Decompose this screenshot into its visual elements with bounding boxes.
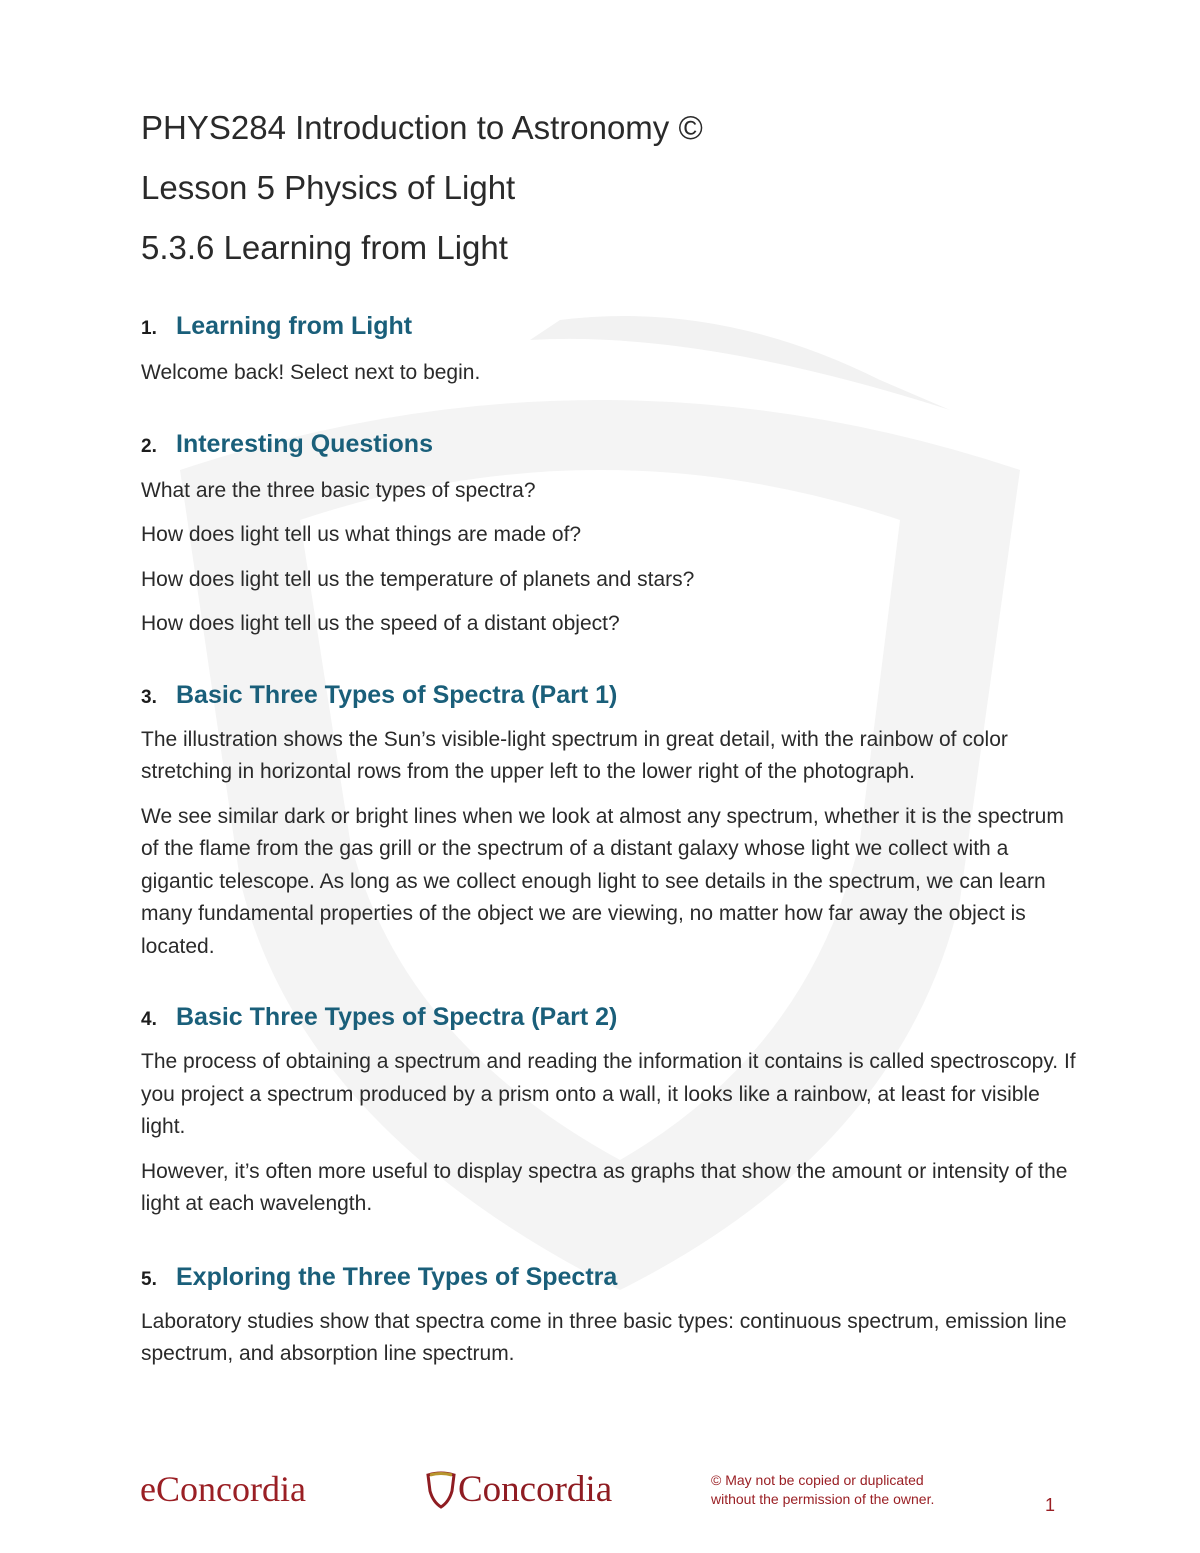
section-title: Exploring the Three Types of Spectra [176, 1262, 618, 1291]
paragraph: Laboratory studies show that spectra come in three basic types: continuous spectrum, emission line spectrum, and absorption line spectrum. [141, 1309, 1067, 1365]
paragraph: What are the three basic types of spectra? [141, 478, 536, 502]
notice-line: © May not be copied or duplicated [711, 1472, 924, 1488]
section-3 [141, 681, 1076, 964]
page-footer [0, 1460, 1200, 1540]
page-number: 1 [1045, 1495, 1056, 1515]
section-heading [141, 312, 1076, 341]
section-title: Basic Three Types of Spectra (Part 2) [176, 1003, 618, 1031]
concordia-logo [426, 1468, 612, 1511]
section-heading [141, 681, 1076, 710]
econcordia-logo [140, 1468, 306, 1510]
paragraph: How does light tell us the temperature of planets and stars? [141, 567, 695, 591]
section-number: 3. [141, 686, 157, 708]
paragraph: Welcome back! Select next to begin. [141, 361, 481, 384]
section-title: Basic Three Types of Spectra (Part 1) [176, 680, 618, 709]
section-heading [141, 430, 1076, 459]
lesson-title: Lesson 5 Physics of Light [141, 169, 516, 206]
copyright-notice [711, 1471, 934, 1509]
section-number: 2. [141, 435, 157, 457]
paragraph: The process of obtaining a spectrum and reading the information it contains is called spectroscopy. If you project a spectrum produced by a prism onto a wall, it looks like a rainbow, at least for visible light. [141, 1050, 1076, 1138]
section-heading [141, 1003, 1076, 1032]
topic-title: 5.3.6 Learning from Light [141, 229, 508, 266]
notice-line: without the permission of the owner. [711, 1491, 935, 1507]
concordia-wordmark: Concordia [458, 1469, 613, 1510]
section-number: 1. [141, 318, 157, 339]
paragraph: However, it’s often more useful to display spectra as graphs that show the amount or intensity of the light at each wavelength. [141, 1159, 1068, 1215]
course-title: PHYS284 Introduction to Astronomy © [141, 109, 703, 146]
section-5 [141, 1263, 1076, 1371]
section-2 [141, 430, 1076, 641]
paragraph: We see similar dark or bright lines when we look at almost any spectrum, whether it is the spectrum of the flame from the gas grill or the spectrum of a distant galaxy whose light we collect with a gigantic telescope. As long as we collect enough light to see details in the spectrum, we can learn many fundamental properties of the object we are viewing, no matter how far away the object is located. [141, 804, 1064, 958]
section-1 [141, 312, 1076, 390]
section-4 [141, 1003, 1076, 1221]
paragraph: How does light tell us what things are made of? [141, 523, 582, 546]
section-number: 5. [141, 1268, 157, 1290]
section-heading [141, 1263, 1076, 1292]
paragraph: The illustration shows the Sun’s visible-light spectrum in great detail, with the rainbow of color stretching in horizontal rows from the upper left to the lower right of the photograph. [141, 727, 1008, 783]
section-title: Learning from Light [176, 312, 413, 340]
econcordia-wordmark: eConcordia [140, 1469, 306, 1509]
section-number: 4. [141, 1009, 157, 1030]
paragraph: How does light tell us the speed of a distant object? [141, 612, 620, 635]
concordia-shield-icon [426, 1471, 456, 1509]
section-title: Interesting Questions [176, 429, 433, 458]
